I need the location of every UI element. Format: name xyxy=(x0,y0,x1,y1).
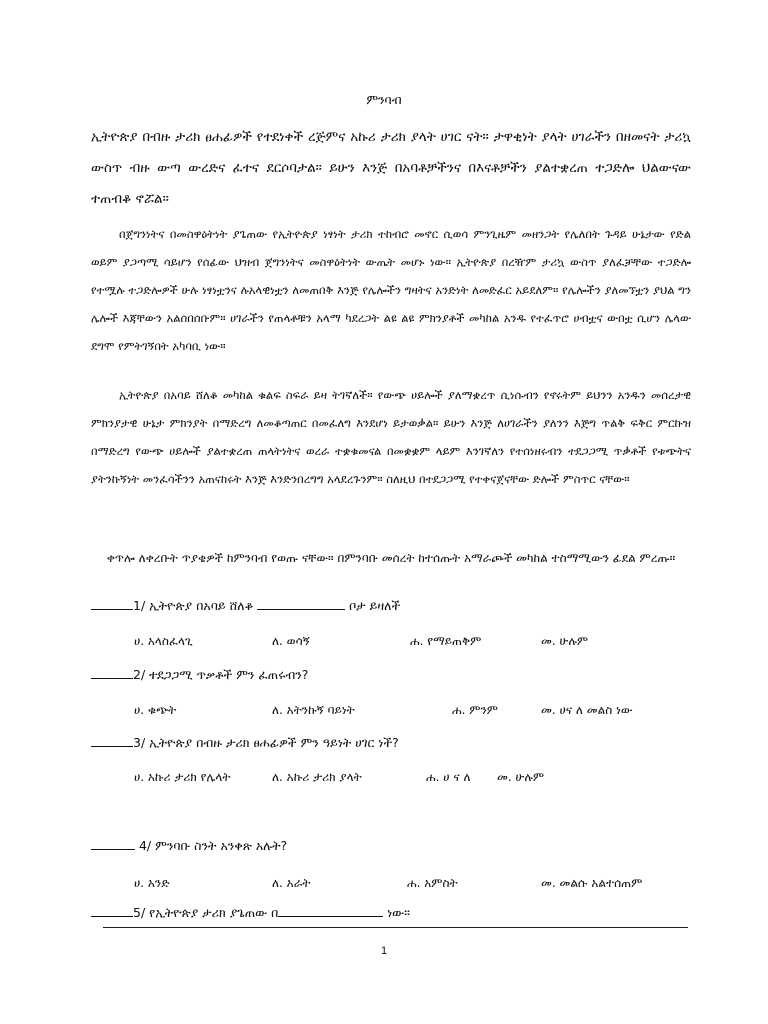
question-number: 4/ xyxy=(138,838,152,853)
question-3-options xyxy=(0,770,768,788)
answer-blank[interactable] xyxy=(91,837,135,850)
question-4-options xyxy=(0,876,768,894)
question-number: 5/ xyxy=(133,905,146,920)
question-3 xyxy=(91,734,691,751)
option-a: ሀ. አላስፈላጊ xyxy=(134,634,193,648)
option-a: ሀ. አኩሪ ታሪክ የሌላት xyxy=(134,770,231,784)
option-c: ሐ. አምስት xyxy=(407,876,458,890)
option-c: ሐ. የማይጠቅም xyxy=(410,634,482,648)
option-c: ሐ. ሀ ና ለ xyxy=(426,770,471,784)
question-text: ተደጋጋሚ ጥቃቶች ምን ፈጠሩብን? xyxy=(149,667,309,682)
question-1-options xyxy=(0,634,768,652)
paragraph-3: ኢትዮጵያ በአባይ ሸለቆ መካከል ቁልፍ ስፍራ ይዛ ትገኛለች። የውጭ ሀይሎች ያለማቋረጥ ሲነሱብን የኖሩትም ይህንን አንዱን መሰረታዊ ምክንያታዊ ሁኔታ ምክንያት በማድረግ ለመቆጣጠር በመፈለግ እንደሆነ ይታወቃል። ይሁን እንጅ ለሀገራችን ያለንን እጅግ ጥልቅ ፍቅር ምርኩዝ በማድረግ የውጭ ሀይሎች ያልተቋረጠ ጠላትነትና ወረራ ተቋቁመናል በመቋቋም ላይም እንገኛለን የተሰነዘሩብን ተደጋጋሚ ጥቃቶች የቱጭትና ያትንኩኝነት መንፈሳችንን አጠናከሩት እንጅ እንድንበረግግ አላደረጉንም። ስለዚህ በተደጋጋሚ የተቀናጀናቸው ድሎች ምስጥር ናቸው። xyxy=(91,388,691,486)
answer-blank[interactable] xyxy=(91,904,133,917)
option-d: መ. ሁሉም xyxy=(541,634,589,648)
page-title: ምንባብ xyxy=(366,92,402,107)
question-4 xyxy=(91,837,691,854)
option-d: መ. ሀና ለ መልስ ነው xyxy=(541,703,633,717)
question-2-options xyxy=(0,703,768,721)
option-b: ለ. ወሳኝ xyxy=(272,634,310,648)
question-text: ምንባቡ ስንት አንቀጽ አሉት? xyxy=(155,838,288,853)
option-c: ሐ. ምንም xyxy=(452,703,498,717)
question-2 xyxy=(91,666,691,683)
fill-in-blank[interactable] xyxy=(278,904,383,917)
option-b: ለ. አራት xyxy=(272,876,311,890)
question-5 xyxy=(91,904,691,921)
option-b: ለ. አትንኩኝ ባይነት xyxy=(272,703,355,717)
question-number: 3/ xyxy=(133,735,146,750)
question-1 xyxy=(91,597,691,614)
paragraph-1: ኢትዮጵያ በብዙ ታሪክ ፀሐፊዎች የተደነቀች ረጅምና አኩሪ ታሪክ ያላት ሀገር ናት። ታዋቂነት ያላት ሀገራችን በዘመናት ታሪኳ ውስጥ ብዙ ውጣ ውረድና ፈተና ደርሶባታል። ይሁን እንጅ በአባቶቻችንና በእናቶቻችን ያልተቋረጠ ተጋድሎ ህልውናው ተጠብቆ ኖሯል። xyxy=(91,129,691,207)
question-text-after: ነው። xyxy=(387,905,411,920)
paragraph-2: በጀግንነትና በመስዋዕትነት ያጌጠው የኢትዮጵያ ነፃነት ታሪክ ተከብሮ መኖር ሲወሳ ምንጊዜም መዘንጋት የሌለበት ጉዳይ ሁኔታው የድል ወይም ያጋጣሚ ሳይሆን የሰፊው ህዝብ ጀግንነትና መስዋዕትነት ውጤት መሆኑ ነው። ኢትዮጵያ በረዥም ታሪኳ ውስጥ ያለፈቻቸው ተጋድሎ የተሟሉ ተጋድሎዎች ሁሉ ነፃነቷንና ሉአላዊነቷን ለመጠበቅ እንጅ የሌሎችን ግዛትና አንድነት ለመድፈር አይደለም። የሌሎችን ያለመኘቷን ያህል ግን ሌሎች እጃቸውን አልሰበሰቡም። ሀገራችን የጠላቶቹን አላማ ካደረጋት ልዩ ልዩ ምክንያቶች መካከል አንዱ የተፈጥሮ ሀብቷና ውበቷ ሲሆን ሌላው ደግሞ የምትገኝበት አካባቢ ነው። xyxy=(91,227,691,353)
question-text: ኢትዮጵያ በብዙ ታሪክ ፀሐፊዎች ምን ዓይነት ሀገር ነች? xyxy=(149,735,399,750)
question-text-after: ቦታ ይዛለች xyxy=(349,598,401,613)
answer-blank[interactable] xyxy=(91,734,133,747)
option-a: ሀ. ቁጭት xyxy=(134,703,177,717)
page-number: 1 xyxy=(380,945,388,957)
option-b: ለ. አኩሪ ታሪክ ያላት xyxy=(272,770,362,784)
answer-blank[interactable] xyxy=(91,597,133,610)
question-number: 2/ xyxy=(133,667,146,682)
answer-blank[interactable] xyxy=(91,666,133,679)
option-d: መ. መልሱ አልተሰጠም xyxy=(541,876,643,890)
question-number: 1/ xyxy=(133,598,146,613)
question-text: የኢትዮጵያ ታሪክ ያጌጠው በ xyxy=(149,905,279,920)
question-text: ኢትዮጵያ በአባይ ሸለቆ xyxy=(149,598,254,613)
option-d: መ. ሁሉም xyxy=(497,770,545,784)
footer-divider xyxy=(103,927,688,928)
fill-in-blank[interactable] xyxy=(257,597,345,610)
option-a: ሀ. አንድ xyxy=(134,876,170,890)
instructions: ቀጥሎ ለቀረቡት ጥያቄዎች ከምንባብ የወጡ ናቸው። በምንባቡ መሰረት ከተሰጡት አማራጮች መካከል ተስማሚውን ፊደል ምረጡ። xyxy=(106,551,676,565)
